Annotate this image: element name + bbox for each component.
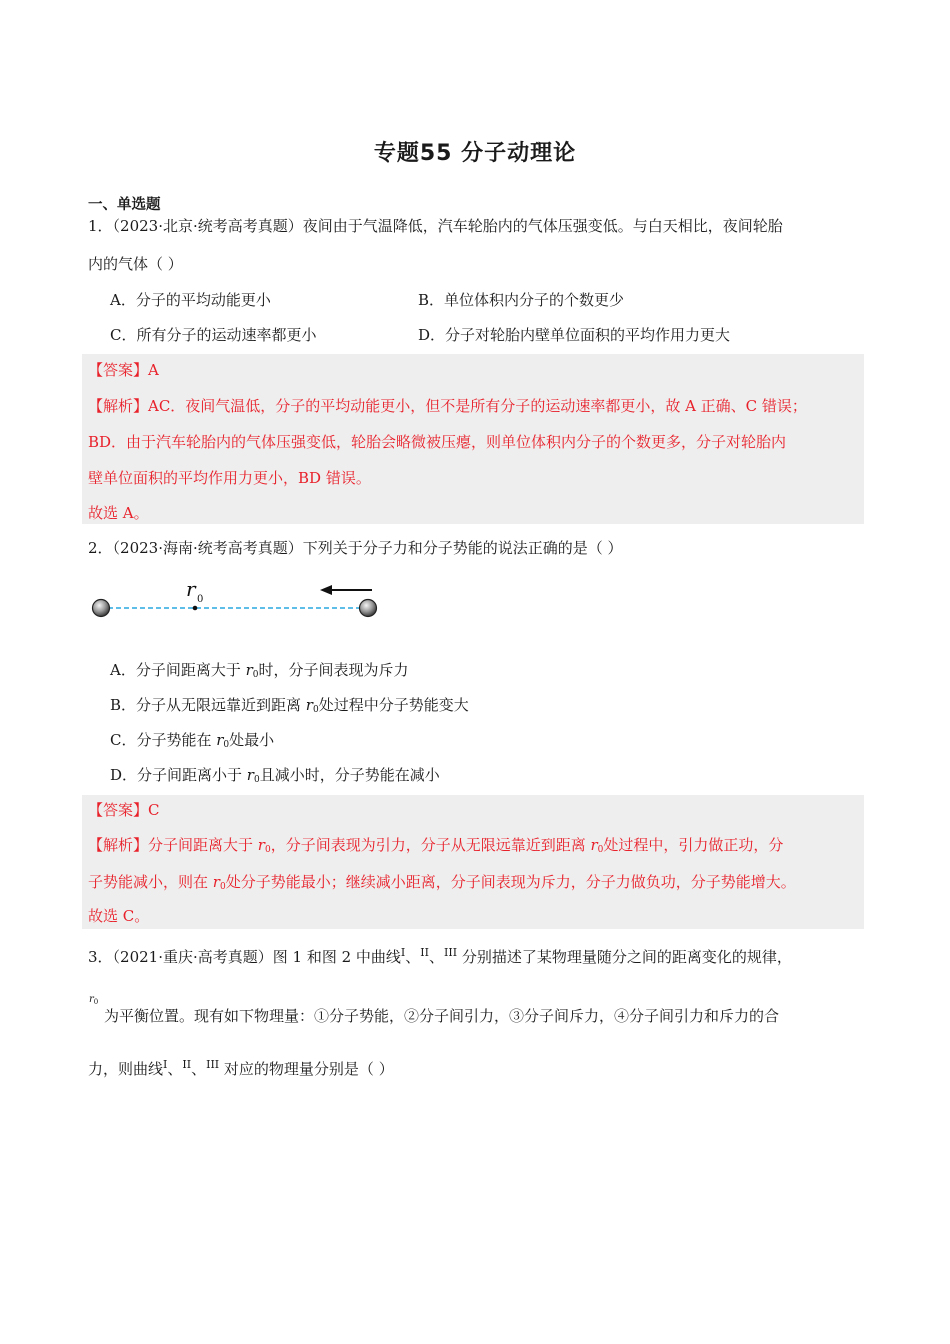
q2-option-b: B．分子从无限远靠近到距离 $r_0$处过程中分子势能变大 bbox=[110, 696, 469, 715]
left-molecule-icon bbox=[93, 600, 110, 617]
molecule-diagram bbox=[86, 574, 386, 624]
q1-explanation-line4: 故选 A。 bbox=[88, 504, 149, 522]
q1-explanation-line1: 【解析】AC．夜间气温低，分子的平均动能更小，但不是所有分子的运动速率都更小，故 A 正确、C 错误； bbox=[88, 397, 807, 415]
q2-explanation-line2: 子势能减小，则在 $r_0$处分子势能最小；继续减小距离，分子间表现为斥力，分子力做负功，分子势能增大。 bbox=[88, 873, 796, 892]
q3-stem-line1: 3．（2021·重庆·高考真题）图 1 和图 2 中曲线$^I$、$^{II}$、$^{III}$ 分别描述了某物理量随分之间的距离变化的规律， bbox=[88, 946, 792, 966]
q1-option-d: D．分子对轮胎内壁单位面积的平均作用力更大 bbox=[418, 326, 731, 344]
section-heading: 一、单选题 bbox=[88, 197, 161, 213]
q3-r0-symbol: $r_0$ bbox=[89, 994, 99, 1006]
q1-answer-box bbox=[82, 354, 864, 524]
q2-explanation-line1: 【解析】分子间距离大于 $r_0$，分子间表现为引力，分子从无限远靠近到距离 $r_0$处过程中，引力做正功，分 bbox=[88, 836, 784, 855]
q1-answer: 【答案】A bbox=[88, 361, 159, 379]
q2-answer: 【答案】C bbox=[88, 801, 160, 819]
equilibrium-point bbox=[193, 606, 198, 611]
q3-stem-line3: 力，则曲线$^I$、$^{II}$、$^{III}$ 对应的物理量分别是（ ） bbox=[88, 1058, 394, 1078]
q2-explanation-line3: 故选 C。 bbox=[88, 907, 150, 925]
q2-option-c: C．分子势能在 $r_0$处最小 bbox=[110, 731, 275, 750]
q2-stem: 2．（2023·海南·统考高考真题）下列关于分子力和分子势能的说法正确的是（ ） bbox=[88, 539, 623, 557]
q1-stem-line1: 1．（2023·北京·统考高考真题）夜间由于气温降低，汽车轮胎内的气体压强变低。与白天相比，夜间轮胎 bbox=[88, 217, 783, 235]
q1-stem-line2: 内的气体（ ） bbox=[88, 255, 183, 273]
r0-label: r bbox=[186, 577, 196, 601]
q2-answer-box bbox=[82, 795, 864, 929]
right-molecule-icon bbox=[360, 600, 377, 617]
q2-option-a: A．分子间距离大于 $r_0$时，分子间表现为斥力 bbox=[110, 661, 409, 680]
q1-explanation-line2: BD．由于汽车轮胎内的气体压强变低，轮胎会略微被压瘪，则单位体积内分子的个数更多，分子对轮胎内 bbox=[88, 433, 787, 451]
q3-stem-line2: 为平衡位置。现有如下物理量：①分子势能，②分子间引力，③分子间斥力，④分子间引力和斥力的合 bbox=[104, 1007, 780, 1025]
page-title: 专题55 分子动理论 bbox=[373, 141, 577, 166]
r0-subscript: 0 bbox=[197, 594, 204, 605]
q1-option-b: B．单位体积内分子的个数更少 bbox=[418, 291, 625, 309]
q1-option-c: C．所有分子的运动速率都更小 bbox=[110, 326, 317, 344]
left-arrow-icon bbox=[320, 585, 332, 595]
q1-explanation-line3: 壁单位面积的平均作用力更小，BD 错误。 bbox=[88, 469, 371, 487]
q2-option-d: D．分子间距离小于 $r_0$且减小时，分子势能在减小 bbox=[110, 766, 440, 785]
q1-option-a: A．分子的平均动能更小 bbox=[110, 291, 271, 309]
